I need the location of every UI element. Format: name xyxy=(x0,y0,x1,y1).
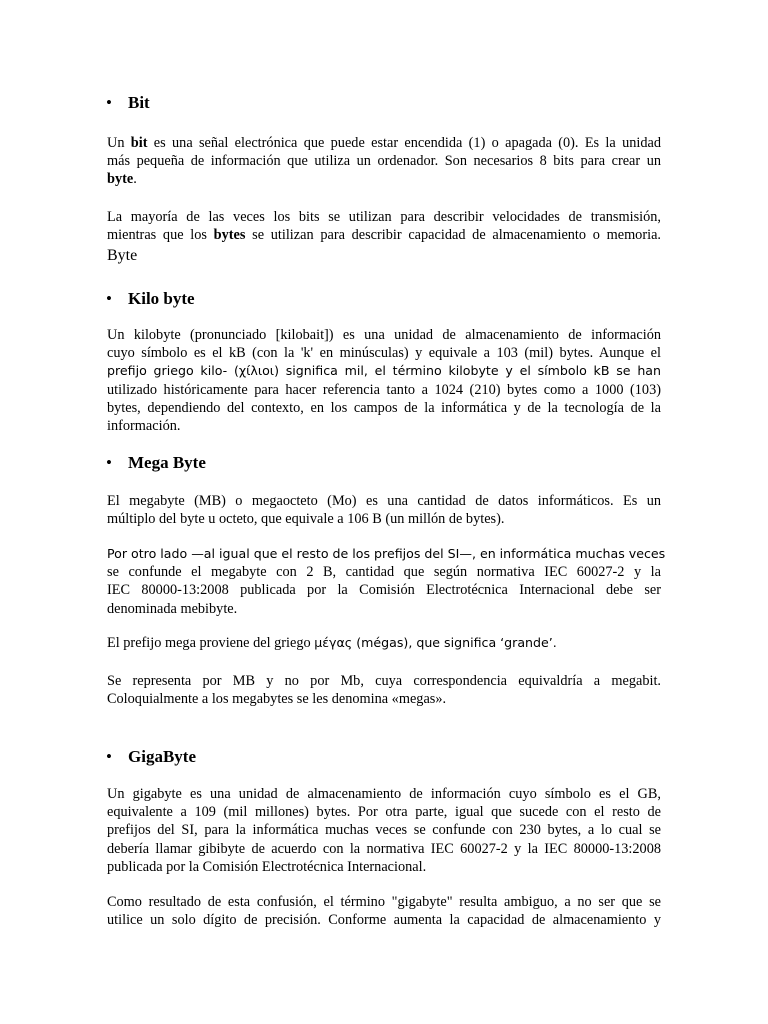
bold-term-bit: bit xyxy=(130,135,148,151)
bullet-icon: • xyxy=(106,93,112,112)
text-line: bytes, dependiendo del contexto, en los campos de la informática y de la tecnología de la xyxy=(107,399,661,416)
heading-bit xyxy=(106,93,150,113)
text-line: prefijo griego kilo- (χίλιοι) significa mil, el término kilobyte y el símbolo kB se han xyxy=(107,363,661,379)
text-line: Se representa por MB y no por Mb, cuya correspondencia equivaldría a megabit. xyxy=(107,673,661,689)
text-line: Como resultado de esta confusión, el término "gigabyte" resulta ambiguo, a no ser que se xyxy=(107,894,661,910)
bullet-icon: • xyxy=(106,747,112,766)
text-line: El megabyte (MB) o megaocteto (Mo) es una cantidad de datos informáticos. Es un xyxy=(107,493,661,509)
paragraph-megabyte-notation xyxy=(107,672,661,708)
heading-kilobyte xyxy=(106,289,195,309)
bullet-icon: • xyxy=(106,453,112,472)
text-line: equivalente a 109 (mil millones) bytes. Por otra parte, igual que sucede con el resto de xyxy=(107,804,661,821)
text-line: Coloquialmente a los megabytes se les denomina «megas». xyxy=(107,691,447,708)
text-line: El prefijo mega proviene del griego μέγας (mégas), que significa ‘grande’. xyxy=(107,635,557,651)
text-line: más pequeña de información que utiliza un ordenador. Son necesarios 8 bits para crear un xyxy=(107,153,661,170)
paragraph-megabyte-origin xyxy=(107,634,661,652)
bullet-icon: • xyxy=(106,289,112,308)
text-line: Un gigabyte es una unidad de almacenamiento de información cuyo símbolo es el GB, xyxy=(107,786,661,802)
text-line: IEC 80000-13:2008 publicada por la Comisión Electrotécnica Internacional debe ser xyxy=(107,582,661,599)
text-line: denominada mebibyte. xyxy=(107,600,238,617)
text-line: publicada por la Comisión Electrotécnica Internacional. xyxy=(107,858,427,875)
text-line: debería llamar gibibyte de acuerdo con la normativa IEC 60027-2 y la IEC 80000-13:2008 xyxy=(107,840,661,857)
heading-gigabyte-text: GigaByte xyxy=(128,747,196,766)
paragraph-bit-definition xyxy=(107,134,661,189)
text-line: utilizado históricamente para hacer referencia tanto a 1024 (210) bytes como a 1000 (103) xyxy=(107,381,661,398)
text-line: prefijos del SI, para la informática muchas veces se confunde con 230 bytes, a lo cual se xyxy=(107,822,661,839)
heading-megabyte xyxy=(106,453,206,473)
heading-bit-text: Bit xyxy=(128,93,150,112)
paragraph-megabyte-definition xyxy=(107,492,661,528)
text-line: byte. xyxy=(107,171,137,188)
heading-kilobyte-text: Kilo byte xyxy=(128,289,195,308)
paragraph-bit-usage xyxy=(107,208,661,244)
text-line: Por otro lado —al igual que el resto de los prefijos del SI—, en informática muchas veces xyxy=(107,546,666,561)
paragraph-megabyte-confusion xyxy=(107,545,666,618)
paragraph-gigabyte-definition xyxy=(107,785,661,876)
text-line: utilice un solo dígito de precisión. Conforme aumenta la capacidad de almacenamiento y xyxy=(107,912,661,929)
text-line: La mayoría de las veces los bits se utilizan para describir velocidades de transmisión, xyxy=(107,209,661,225)
bold-term-bytes: bytes xyxy=(213,227,246,244)
heading-gigabyte xyxy=(106,747,196,767)
paragraph-gigabyte-ambiguity xyxy=(107,893,661,929)
text-line: información. xyxy=(107,418,181,435)
text-line: Un bit es una señal electrónica que puede estar encendida (1) o apagada (0). Es la unidad xyxy=(107,135,661,151)
bold-term-byte: byte xyxy=(107,171,134,188)
text-line: Un kilobyte (pronunciado [kilobait]) es una unidad de almacenamiento de información xyxy=(107,327,661,343)
heading-megabyte-text: Mega Byte xyxy=(128,453,206,472)
text-line: cuyo símbolo es el kB (con la 'k' en minúsculas) y equivale a 103 (mil) bytes. Aunque el xyxy=(107,345,661,362)
text-line: mientras que los bytes se utilizan para describir capacidad de almacenamiento o memoria. xyxy=(107,227,661,244)
byte-label: Byte xyxy=(107,247,138,264)
text-line: se confunde el megabyte con 2 B, cantidad que según normativa IEC 60027-2 y la xyxy=(107,564,661,581)
text-line: múltiplo del byte u octeto, que equivale a 106 B (un millón de bytes). xyxy=(107,511,505,528)
paragraph-kilobyte xyxy=(107,326,661,435)
